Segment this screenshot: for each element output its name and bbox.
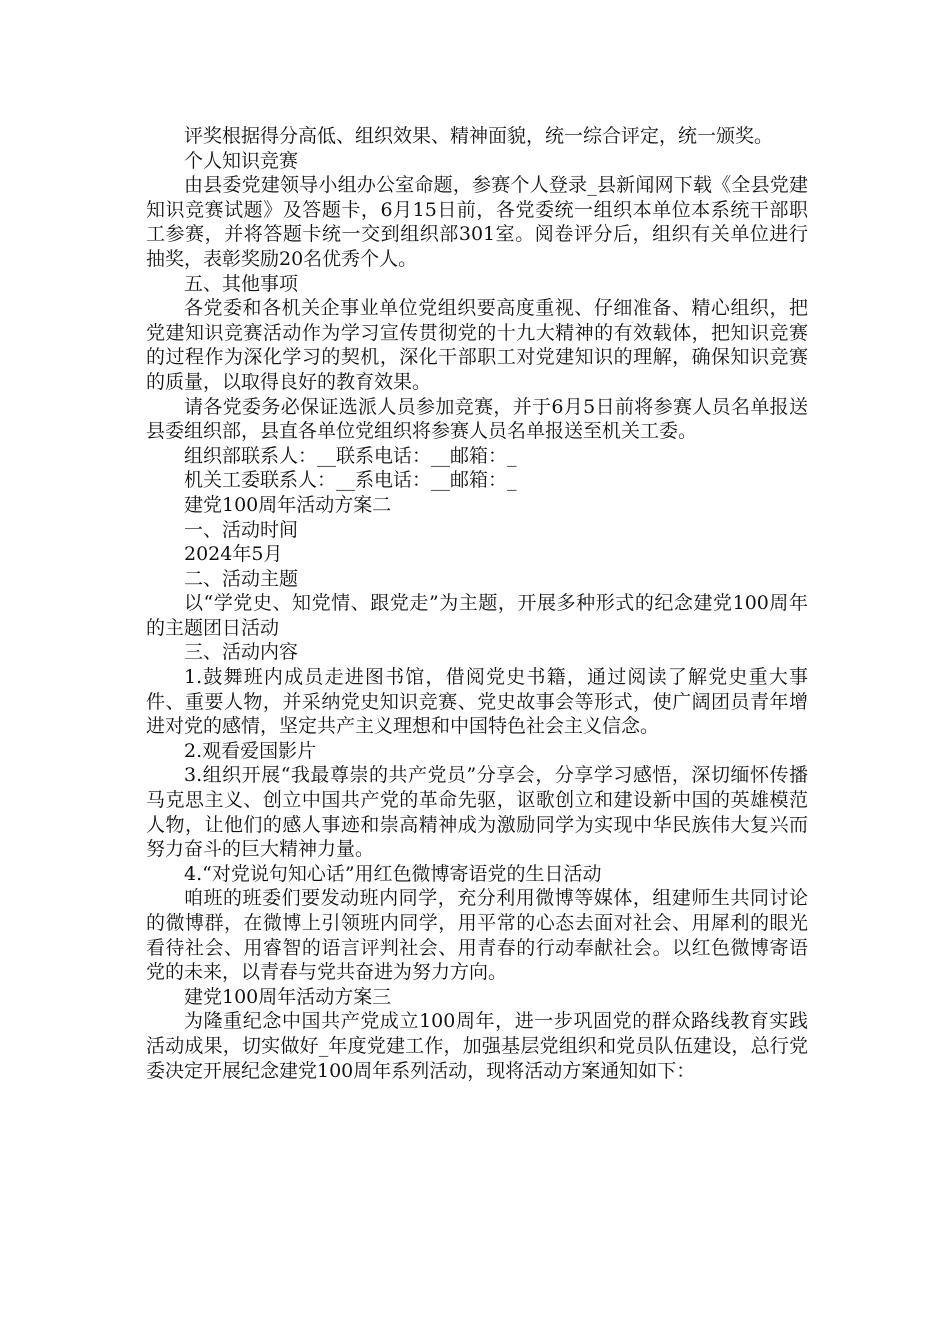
document-page <box>146 124 808 1083</box>
heading-activity-content: 三、活动内容 <box>184 641 299 664</box>
paragraph-other-matters: 各党委和各机关企事业单位党组织要高度重视、仔细准备、精心组织，把党建知识竞赛活动作为学习宣传贯彻党的十九大精神的有效载体，把知识竞赛的过程作为深化学习的契机，深化干部职工对党建知识的理解，确保知识竞赛的质量，以取得良好的教育效果。 <box>146 297 808 393</box>
heading-activity-time: 一、活动时间 <box>184 518 299 541</box>
heading-plan-three: 建党100周年活动方案三 <box>184 985 392 1008</box>
paragraph-item-4-detail: 咱班的班委们要发动班内同学，充分利用微博等媒体，组建师生共同讨论的微博群，在微博上引领班内同学，用平常的心态去面对社会、用犀利的眼光看待社会、用睿智的语言评判社会、用青春的行动奉献社会。以红色微博寄语党的未来，以青春与党共奋进为努力方向。 <box>146 887 808 984</box>
paragraph-activity-theme: 以“学党史、知党情、跟党走”为主题，开展多种形式的纪念建党100周年的主题团日活动 <box>146 592 808 639</box>
paragraph-individual-contest: 由县委党建领导小组办公室命题，参赛个人登录_县新闻网下载《全县党建知识竞赛试题》及答题卡，6月15日前，各党委统一组织本单位本系统干部职工参赛，并将答题卡统一交到组织部301室。阅卷评分后，组织有关单位进行抽奖，表彰奖励20名优秀个人。 <box>146 174 808 270</box>
contact-org-dept: 组织部联系人：__联系电话：__邮箱：_ <box>184 444 517 467</box>
heading-activity-theme: 二、活动主题 <box>184 567 299 590</box>
paragraph-item-4: 4.“对党说句知心话”用红色微博寄语党的生日活动 <box>184 862 602 885</box>
heading-individual-contest: 个人知识竞赛 <box>184 149 299 172</box>
paragraph-participant-list: 请各党委务必保证选派人员参加竞赛，并于6月5日前将参赛人员名单报送县委组织部，县直各单位党组织将参赛人员名单报送至机关工委。 <box>146 395 808 443</box>
paragraph-item-3: 3.组织开展“我最尊崇的共产党员”分享会，分享学习感悟，深切缅怀传播马克思主义、创立中国共产党的革命先驱，讴歌创立和建设新中国的英雄模范人物，让他们的感人事迹和崇高精神成为激励同学为实现中华民族伟大复兴而努力奋斗的巨大精神力量。 <box>146 764 808 861</box>
paragraph-plan-three-intro: 为隆重纪念中国共产党成立100周年，进一步巩固党的群众路线教育实践活动成果，切实做好_年度党建工作，加强基层党组织和党员队伍建设，总行党委决定开展纪念建党100周年系列活动，现将活动方案通知如下： <box>146 1010 808 1082</box>
paragraph-item-1: 1.鼓舞班内成员走进图书馆，借阅党史书籍，通过阅读了解党史重大事件、重要人物，并采纳党史知识竞赛、党史故事会等形式，使广阔团员青年增进对党的感情，坚定共产主义理想和中国特色社会主义信念。 <box>146 666 808 738</box>
heading-other-matters: 五、其他事项 <box>184 272 299 295</box>
contact-work-committee: 机关工委联系人：__系电话：__邮箱：_ <box>184 469 517 492</box>
activity-date: 2024年5月 <box>184 543 283 566</box>
paragraph-award-criteria: 评奖根据得分高低、组织效果、精神面貌，统一综合评定，统一颁奖。 <box>184 125 774 147</box>
paragraph-item-2: 2.观看爱国影片 <box>184 739 317 762</box>
heading-plan-two: 建党100周年活动方案二 <box>184 493 392 516</box>
